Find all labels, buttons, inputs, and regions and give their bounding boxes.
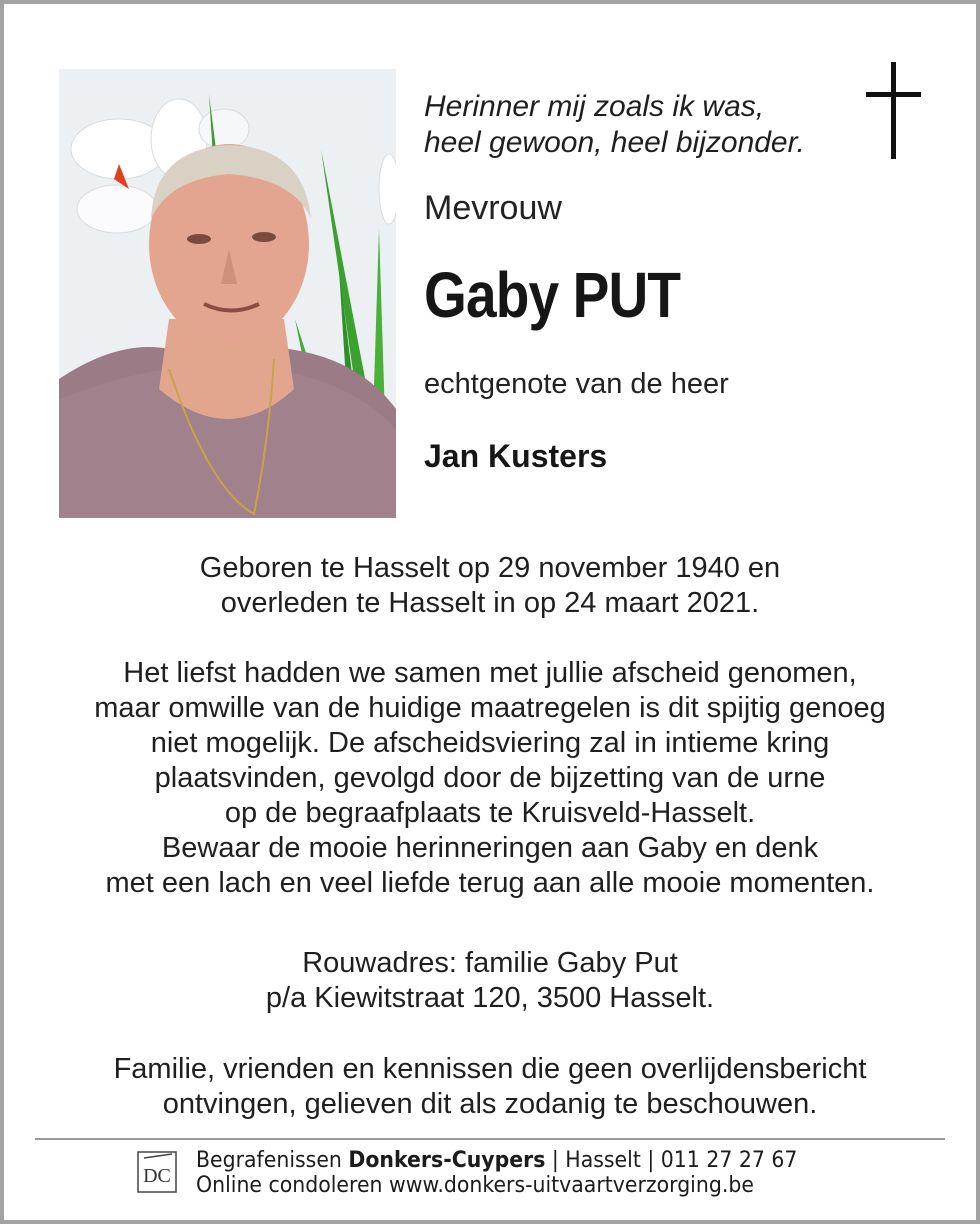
farewell-message	[0, 656, 980, 901]
family-line-1: Familie, vrienden en kennissen die geen overlijdensbericht	[113, 1053, 867, 1085]
funeral-home-logo	[136, 1148, 180, 1194]
relation-text: echtgenote van de heer	[424, 368, 729, 400]
verse-line-1: Herinner mij zoals ik was,	[424, 90, 765, 123]
portrait-photo	[59, 69, 396, 518]
spouse-name: Jan Kusters	[424, 438, 608, 474]
family-line-2: ontvingen, gelieven dit als zodanig te beschouwen.	[162, 1088, 818, 1120]
footer-line-1	[196, 1148, 797, 1173]
cross-icon	[866, 62, 921, 159]
mourning-address	[0, 946, 980, 1016]
footer-divider	[35, 1138, 945, 1140]
address-line-2: p/a Kiewitstraat 120, 3500 Hasselt.	[265, 982, 715, 1014]
footer-company: Donkers-Cuypers	[348, 1148, 546, 1173]
logo-letters: DC	[143, 1165, 171, 1187]
message-line: Het liefst hadden we samen met jullie afscheid genomen,	[123, 657, 857, 689]
birth-line-1: Geboren te Hasselt op 29 november 1940 en	[199, 552, 781, 584]
birth-death-info	[0, 551, 980, 621]
verse-line-2: heel gewoon, heel bijzonder.	[424, 126, 805, 159]
verse	[424, 89, 844, 161]
address-line-1: Rouwadres: familie Gaby Put	[302, 947, 678, 979]
message-line: op de begraafplaats te Kruisveld-Hasselt.	[224, 797, 756, 829]
footer-prefix: Begrafenissen	[196, 1148, 349, 1173]
deceased-title: Mevrouw	[424, 189, 562, 227]
message-line: Bewaar de mooie herinneringen aan Gaby en denk	[161, 832, 819, 864]
birth-line-2: overleden te Hasselt in op 24 maart 2021.	[220, 587, 760, 619]
deceased-name: Gaby PUT	[424, 259, 681, 331]
footer-online-link[interactable]: Online condoleren www.donkers-uitvaartverzorging.be	[196, 1173, 754, 1198]
message-line: met een lach en veel liefde terug aan alle mooie momenten.	[105, 867, 875, 899]
footer-details: | Hasselt | 011 27 27 67	[545, 1148, 798, 1173]
message-line: niet mogelijk. De afscheidsviering zal in intieme kring	[150, 727, 830, 759]
message-line: plaatsvinden, gevolgd door de bijzetting van de urne	[154, 762, 826, 794]
message-line: maar omwille van de huidige maatregelen is dit spijtig genoeg	[94, 692, 886, 724]
footer-info	[196, 1148, 797, 1198]
family-notice	[0, 1052, 980, 1122]
